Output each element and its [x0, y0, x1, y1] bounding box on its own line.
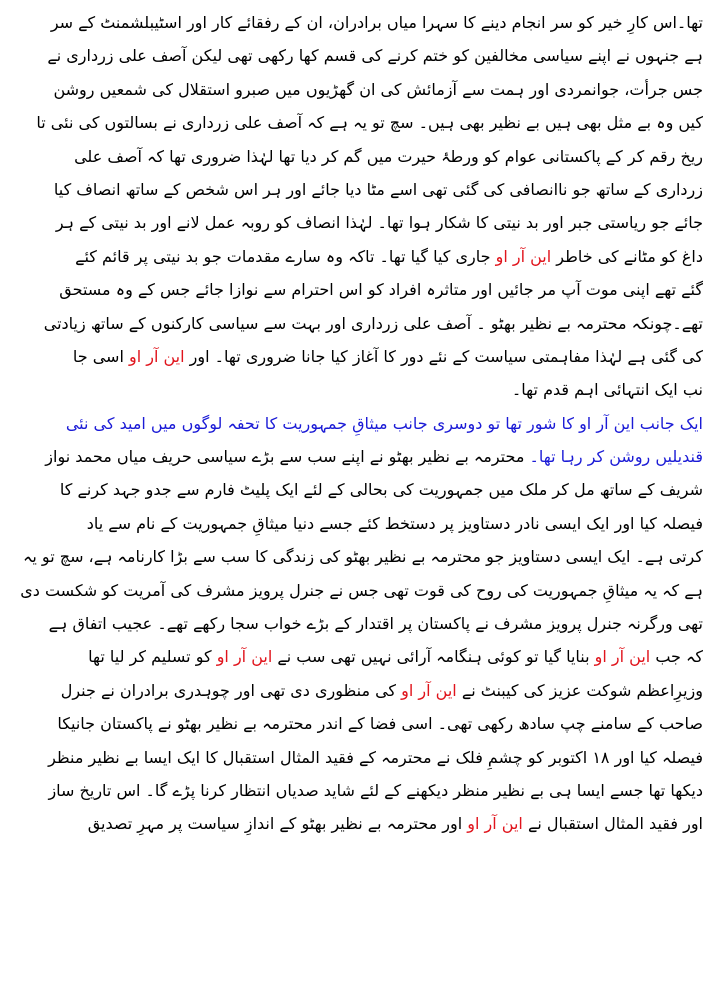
text-run: محترمہ بے نظیر بھٹو نے اپنے سب سے بڑے سیاسی حریف میاں محمد نواز	[45, 447, 530, 467]
text-line	[14, 774, 703, 807]
highlight-nro: این آر او	[594, 647, 651, 667]
text-line	[14, 607, 703, 640]
text-line	[14, 173, 703, 206]
text-line	[14, 473, 703, 506]
text-run: کرتی ہے۔ ایک ایسی دستاویز جو محترمہ بے نظیر بھٹو کی زندگی کا سب سے بڑا کارنامہ ہے، سچ تو یہ	[23, 547, 703, 567]
text-line	[14, 373, 703, 406]
text-run: دیکھا تھا جسے ایسا ہی بے نظیر منظر دیکھنے کے لئے شاید صدیاں انتظار کرنا پڑے گا۔ اس تاریخ ساز	[48, 780, 703, 800]
text-line	[14, 73, 703, 106]
text-line	[14, 307, 703, 340]
text-line	[14, 106, 703, 139]
text-line	[14, 674, 703, 707]
text-line	[14, 707, 703, 740]
text-line	[14, 273, 703, 306]
text-line	[14, 807, 703, 840]
text-run: فیصلہ کیا اور ۱۸ اکتوبر کو چشمِ فلک نے محترمہ کے فقید المثال استقبال کا ایک ایسا بے نظیر منظر	[48, 747, 703, 767]
text-run: زرداری کے ساتھ جو ناانصافی کی گئی تھی اسے مٹا دیا جائے اور ہر اس شخص کے ساتھ انصاف کیا	[53, 179, 703, 199]
text-run: تھے۔چونکہ محترمہ بے نظیر بھٹو ۔ آصف علی زرداری اور بہت سے سیاسی کارکنوں کے ساتھ زیادتی	[43, 313, 703, 333]
text-run: ہے کہ یہ میثاقِ جمہوریت کی روح کی قوت تھی جس نے جنرل پرویز مشرف کی آمریت کو شکست دی	[20, 580, 703, 600]
text-run: کیں وہ بے مثل بھی ہیں بے نظیر بھی ہیں۔ سچ تو یہ ہے کہ آصف علی زرداری نے بسالتوں کی نئی تا	[36, 113, 703, 133]
text-run: کو تسلیم کر لیا تھا	[88, 647, 217, 667]
highlight-sentence: قندیلیں روشن کر رہا تھا۔	[529, 447, 703, 467]
text-run: اور فقید المثال استقبال نے	[522, 814, 703, 834]
text-line	[14, 741, 703, 774]
text-run: اور محترمہ بے نظیر بھٹو کے اندازِ سیاست پر مہرِ تصدیق	[87, 814, 468, 834]
text-run: کی منظوری دی تھی اور چوہدری برادران نے جنرل	[60, 680, 402, 700]
text-run: ریخ رقم کر کے پاکستانی عوام کو ورطۂ حیرت میں گم کر دیا تھا لہٰذا ضروری تھا کہ آصف علی	[74, 146, 703, 166]
text-run: کی گئی ہے لہٰذا مفاہمتی سیاست کے نئے دور کا آغاز کیا جانا ضروری تھا۔ اور	[184, 346, 703, 366]
text-run: وزیرِاعظم شوکت عزیز کی کیبنٹ نے	[456, 680, 703, 700]
text-line	[14, 39, 703, 72]
text-run: گئے تھے اپنی موت آپ مر جائیں اور متاثرہ افراد کو اس احترام سے نوازا جائے جس کے وہ مستحق	[59, 280, 703, 300]
highlight-nro: این آر او	[467, 814, 523, 834]
text-run: جائے جو ریاستی جبر اور بد نیتی کا شکار ہوا تھا۔ لہٰذا انصاف کو روبہ عمل لانے اور بد نیتی کے ہر	[55, 213, 703, 233]
text-line	[14, 6, 703, 39]
highlight-nro: این آر او	[128, 346, 185, 366]
text-line	[14, 507, 703, 540]
text-line	[14, 340, 703, 373]
text-run: صاحب کے سامنے چپ سادھ رکھی تھی۔ اسی فضا کے اندر محترمہ بے نظیر بھٹو نے پاکستان جانیکا	[57, 714, 703, 734]
highlight-nro: این آر او	[495, 246, 552, 266]
text-run: نب ایک انتہائی اہم قدم تھا۔	[511, 380, 703, 400]
text-run: کہ جب	[650, 647, 703, 667]
text-run: فیصلہ کیا اور ایک ایسی نادر دستاویز پر دستخط کئے جسے دنیا میثاقِ جمہوریت کے نام سے یاد	[86, 513, 703, 533]
text-line	[14, 140, 703, 173]
highlight-nro: این آر او	[401, 680, 457, 700]
text-line	[14, 240, 703, 273]
text-run: تھا۔اس کارِ خیر کو سر انجام دینے کا سہرا میاں برادران، ان کے رفقائے کار اور اسٹیبلشمنٹ کے سر	[50, 13, 703, 32]
highlight-nro: این آر او	[216, 647, 273, 667]
text-run: شریف کے ساتھ مل کر ملک میں جمہوریت کی بحالی کے لئے ایک پلیٹ فارم سے جدو جہد کرنے کا	[59, 480, 703, 500]
highlight-sentence: ایک جانب این آر او کا شور تھا تو دوسری جانب میثاقِ جمہوریت کا تحفہ لوگوں میں امید کی نئی	[65, 413, 703, 433]
text-run: جس جرأت، جوانمردی اور ہمت سے آزمائش کی ان گھڑیوں میں صبرو استقلال کی شمعیں روشن	[53, 79, 703, 99]
text-line	[14, 440, 703, 473]
text-run: تھی ورگرنہ جنرل پرویز مشرف نے پاکستان پر اقتدار کے بڑے خواب سجا رکھے تھے۔ عجیب اتفاق ہے	[48, 614, 703, 634]
text-line	[14, 407, 703, 440]
text-line	[14, 540, 703, 573]
text-run: بنایا گیا تو کوئی ہنگامہ آرائی نہیں تھی سب نے	[272, 647, 595, 667]
text-line	[14, 206, 703, 239]
text-line	[14, 640, 703, 673]
text-line	[14, 574, 703, 607]
text-run: ہے جنہوں نے اپنے سیاسی مخالفین کو ختم کرنے کی قسم کھا رکھی تھی لیکن آصف علی زرداری نے	[47, 46, 703, 66]
text-run: داغ کو مٹانے کی خاطر	[551, 246, 703, 266]
text-run: اسی جا	[72, 346, 129, 366]
text-run: جاری کیا گیا تھا۔ تاکہ وہ سارے مقدمات جو بد نیتی پر قائم کئے	[75, 246, 496, 266]
